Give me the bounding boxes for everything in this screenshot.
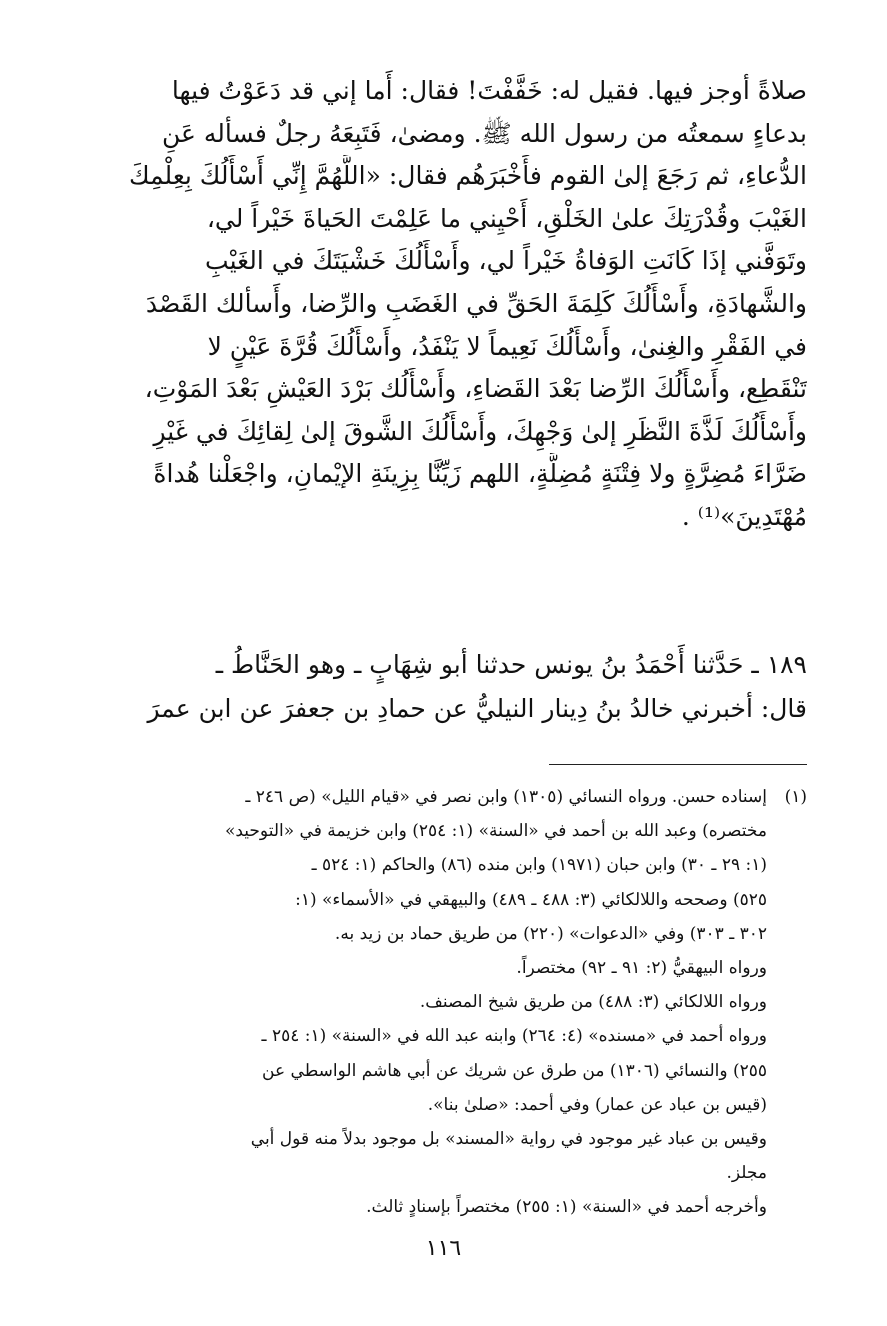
hadith-line: ١٨٩ ـ حَدَّثنا أَحْمَدُ بنُ يونس حدثنا أبو شِهَابٍ ـ وهو الحَنَّاطُ ـ xyxy=(215,650,807,679)
footnote-line: (١: ٢٩ ـ ٣٠) وابن حبان (١٩٧١) وابن منده (٨٦) والحاكم (١: ٥٢٤ ـ xyxy=(311,855,767,876)
text-line: وتَوَفَّني إذَا كَانَتِ الوَفاةُ خَيْراً لي، وأَسْأَلُكَ خَشْيَتَكَ في الغَيْبِ xyxy=(205,246,807,276)
text-line: مُهْتَدِينَ»⁽¹⁾ . xyxy=(681,501,807,531)
text-line: صلاةً أوجز فيها. فقيل له: خَفَّفْتَ! فقال: أَما إني قد دَعَوْتُ فيها xyxy=(171,76,807,105)
footnote-line: مختصره) وعبد الله بن أحمد في «السنة» (١: ٢٥٤) وابن خزيمة في «التوحيد» xyxy=(224,821,767,842)
footnote-line: ٣٠٢ ـ ٣٠٣) وفي «الدعوات» (٢٢٠) من طريق حماد بن زيد به. xyxy=(334,923,767,944)
footnote-line: وقيس بن عباد غير موجود في رواية «المسند» بل موجود بدلاً منه قول أبي xyxy=(250,1129,767,1150)
footnote-line: ورواه البيهقيُّ (٢: ٩١ ـ ٩٢) مختصراً. xyxy=(516,958,767,979)
footnote-line: (قيس بن عباد عن عمار) وفي أحمد: «صلىٰ بنا». xyxy=(427,1094,767,1115)
text-line: والشَّهادَةِ، وأَسْأَلُكَ كَلِمَةَ الحَقِّ في الغَضَبِ والرِّضا، وأَسألك القَصْدَ xyxy=(145,288,807,318)
page-number: ١١٦ xyxy=(425,1236,462,1261)
footnote-line: وأخرجه أحمد في «السنة» (١: ٢٥٥) مختصراً بإسنادٍ ثالث. xyxy=(366,1197,767,1218)
text-line: بدعاءٍ سمعتُه من رسول الله ﷺ. ومضىٰ، فَتَبِعَهُ رجلٌ فسأله عَنِ xyxy=(161,118,807,148)
text-line: تَنْقَطِع، وأَسْأَلُكَ الرِّضا بَعْدَ القَضاءِ، وأَسْأَلُك بَرْدَ العَيْشِ بَعْدَ المَوْتِ، xyxy=(144,374,807,404)
text-line: ضَرَّاءَ مُضِرَّةٍ ولا فِتْنَةٍ مُضِلَّةٍ، اللهم زَيِّنَّا بِزِينَةِ الإيْمانِ، واجْعَلْنا هُداةً xyxy=(153,459,807,489)
main-text-block xyxy=(92,70,807,539)
footnote-separator xyxy=(549,764,807,765)
footnotes xyxy=(92,780,807,1225)
footnote-line: ورواه اللالكائي (٣: ٤٨٨) من طريق شيخ المصنف. xyxy=(419,992,767,1013)
hadith-line: قال: أخبرني خالدُ بنُ دِينار النيليُّ عن حمادِ بن جعفرَ عن ابن عمرَ xyxy=(147,694,807,723)
footnote-line: ورواه أحمد في «مسنده» (٤: ٢٦٤) وابنه عبد الله في «السنة» (١: ٢٥٤ ـ xyxy=(261,1026,767,1047)
text-line: وأَسْأَلُكَ لَذَّةَ النَّظَرِ إلىٰ وَجْهِكَ، وأَسْأَلُكَ الشَّوقَ إلىٰ لِقائِكَ في غَيْرِ xyxy=(153,416,807,446)
footnote-line: مجلز. xyxy=(726,1163,767,1184)
footnote-line: ٢٥٥) والنسائي (١٣٠٦) من طرق عن شريك عن أبي هاشم الواسطي عن xyxy=(262,1060,767,1081)
text-line: في الفَقْرِ والغِنىٰ، وأَسْأَلُكَ نَعِيماً لا يَنْفَدُ، وأَسْأَلُكَ قُرَّةَ عَيْنٍ لا xyxy=(207,331,807,361)
text-line: الدُّعاءِ، ثم رَجَعَ إلىٰ القوم فأَخْبَرَهُم فقال: «اللَّهُمَّ إِنِّي أَسْأَلُكَ بِعِلْمِكَ xyxy=(129,161,807,191)
footnote-line: إسناده حسن. ورواه النسائي (١٣٠٥) وابن نصر في «قيام الليل» (ص ٢٤٦ ـ xyxy=(245,787,767,807)
footnote-number: (١) xyxy=(784,787,807,807)
footnote-body xyxy=(92,780,767,1225)
footnote-1 xyxy=(92,780,807,1225)
text-line: الغَيْبَ وقُدْرَتِكَ علىٰ الخَلْقِ، أَحْيِني ما عَلِمْتَ الحَياةَ خَيْراً لي، xyxy=(206,203,807,233)
footnote-line: ٥٢٥) وصححه واللالكائي (٣: ٤٨٨ ـ ٤٨٩) والبيهقي في «الأسماء» (١: xyxy=(295,889,767,910)
hadith-189 xyxy=(92,643,807,731)
